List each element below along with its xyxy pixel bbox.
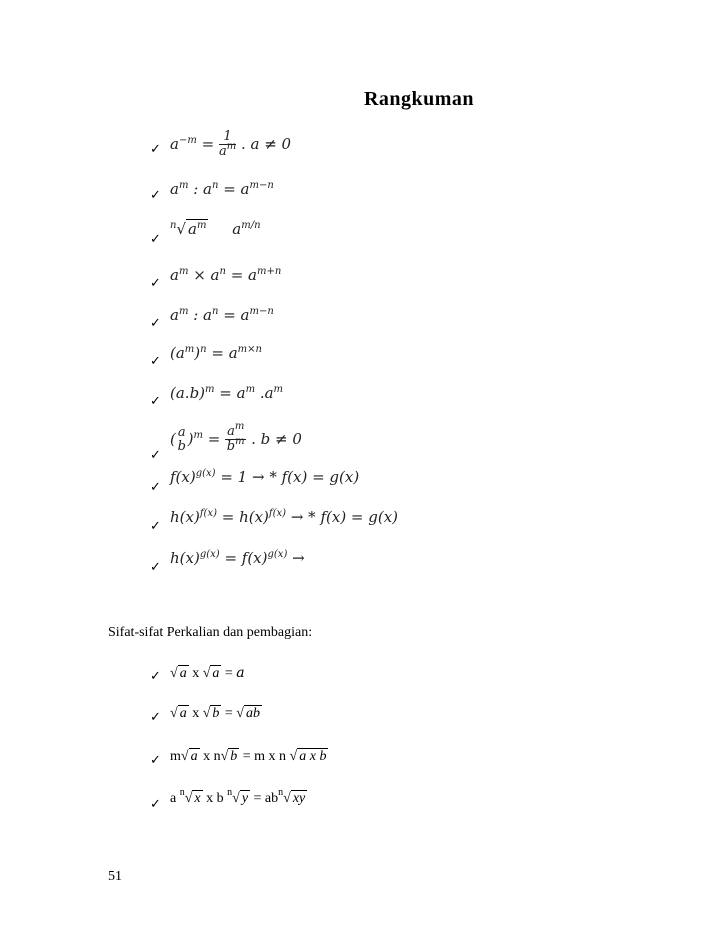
check-icon: ✓ (150, 142, 161, 157)
property-coefficient-sqrt: m√ a x n√ b = m x n √ a x b (170, 749, 327, 764)
property-sqrt-square: √ a x √ a = a (170, 665, 245, 681)
formula-power-of-quotient: ( a b )$^m$ = $\frac{a^m}{b^m}$ . b ≠ 0 (170, 421, 302, 455)
check-icon: ✓ (150, 519, 161, 534)
check-icon: ✓ (150, 232, 161, 247)
page-number: 51 (108, 869, 122, 884)
check-icon: ✓ (150, 188, 161, 203)
check-icon: ✓ (150, 480, 161, 495)
formula-same-exponent: $h(x)^{g(x)} = f(x)^{g(x)}$ → (170, 549, 305, 567)
check-icon: ✓ (150, 753, 161, 768)
check-icon: ✓ (150, 316, 161, 331)
formula-negative-exponent: $a^{-m}$ = $\frac{1}{a^m}$ . a ≠ 0 (170, 129, 292, 160)
check-icon: ✓ (150, 797, 161, 812)
check-icon: ✓ (150, 669, 161, 684)
check-icon: ✓ (150, 394, 161, 409)
check-icon: ✓ (150, 560, 161, 575)
property-nth-root-product: a $^n$√ x x b $^n$√ $y = ab^n√$ xy (170, 787, 306, 806)
page-title: Rangkuman (363, 88, 475, 110)
check-icon: ✓ (150, 710, 161, 725)
formula-exponential-eq-one: $f(x)^{g(x)} = 1$ → * f(x) = g(x) (170, 468, 360, 486)
formula-root-to-fraction: $^n$√ $a^m$ $a^{m/n}$ (170, 220, 261, 238)
formula-same-base: $h(x)^{f(x)} = h(x)^{f(x)}$ → * f(x) = g(x) (170, 508, 399, 526)
check-icon: ✓ (150, 448, 161, 463)
formula-multiplication: $a^m \times a^n = a^{m+n}$ (170, 266, 282, 284)
check-icon: ✓ (150, 276, 161, 291)
section-heading: Sifat-sifat Perkalian dan pembagian: (108, 625, 313, 640)
check-icon: ✓ (150, 354, 161, 369)
formula-division: $a^m$ : $a^n = a^{m-n}$ (170, 180, 274, 198)
formula-division-repeat: $a^m$ : $a^n = a^{m-n}$ (170, 306, 274, 324)
formula-power-of-product: $(a.b)^m = a^m$ $.a^m$ (170, 384, 284, 402)
formula-power-of-power: $(a^m)^n = a^{m\times n}$ (170, 344, 262, 362)
property-sqrt-product: √ a x √ b = √ ab (170, 706, 260, 721)
